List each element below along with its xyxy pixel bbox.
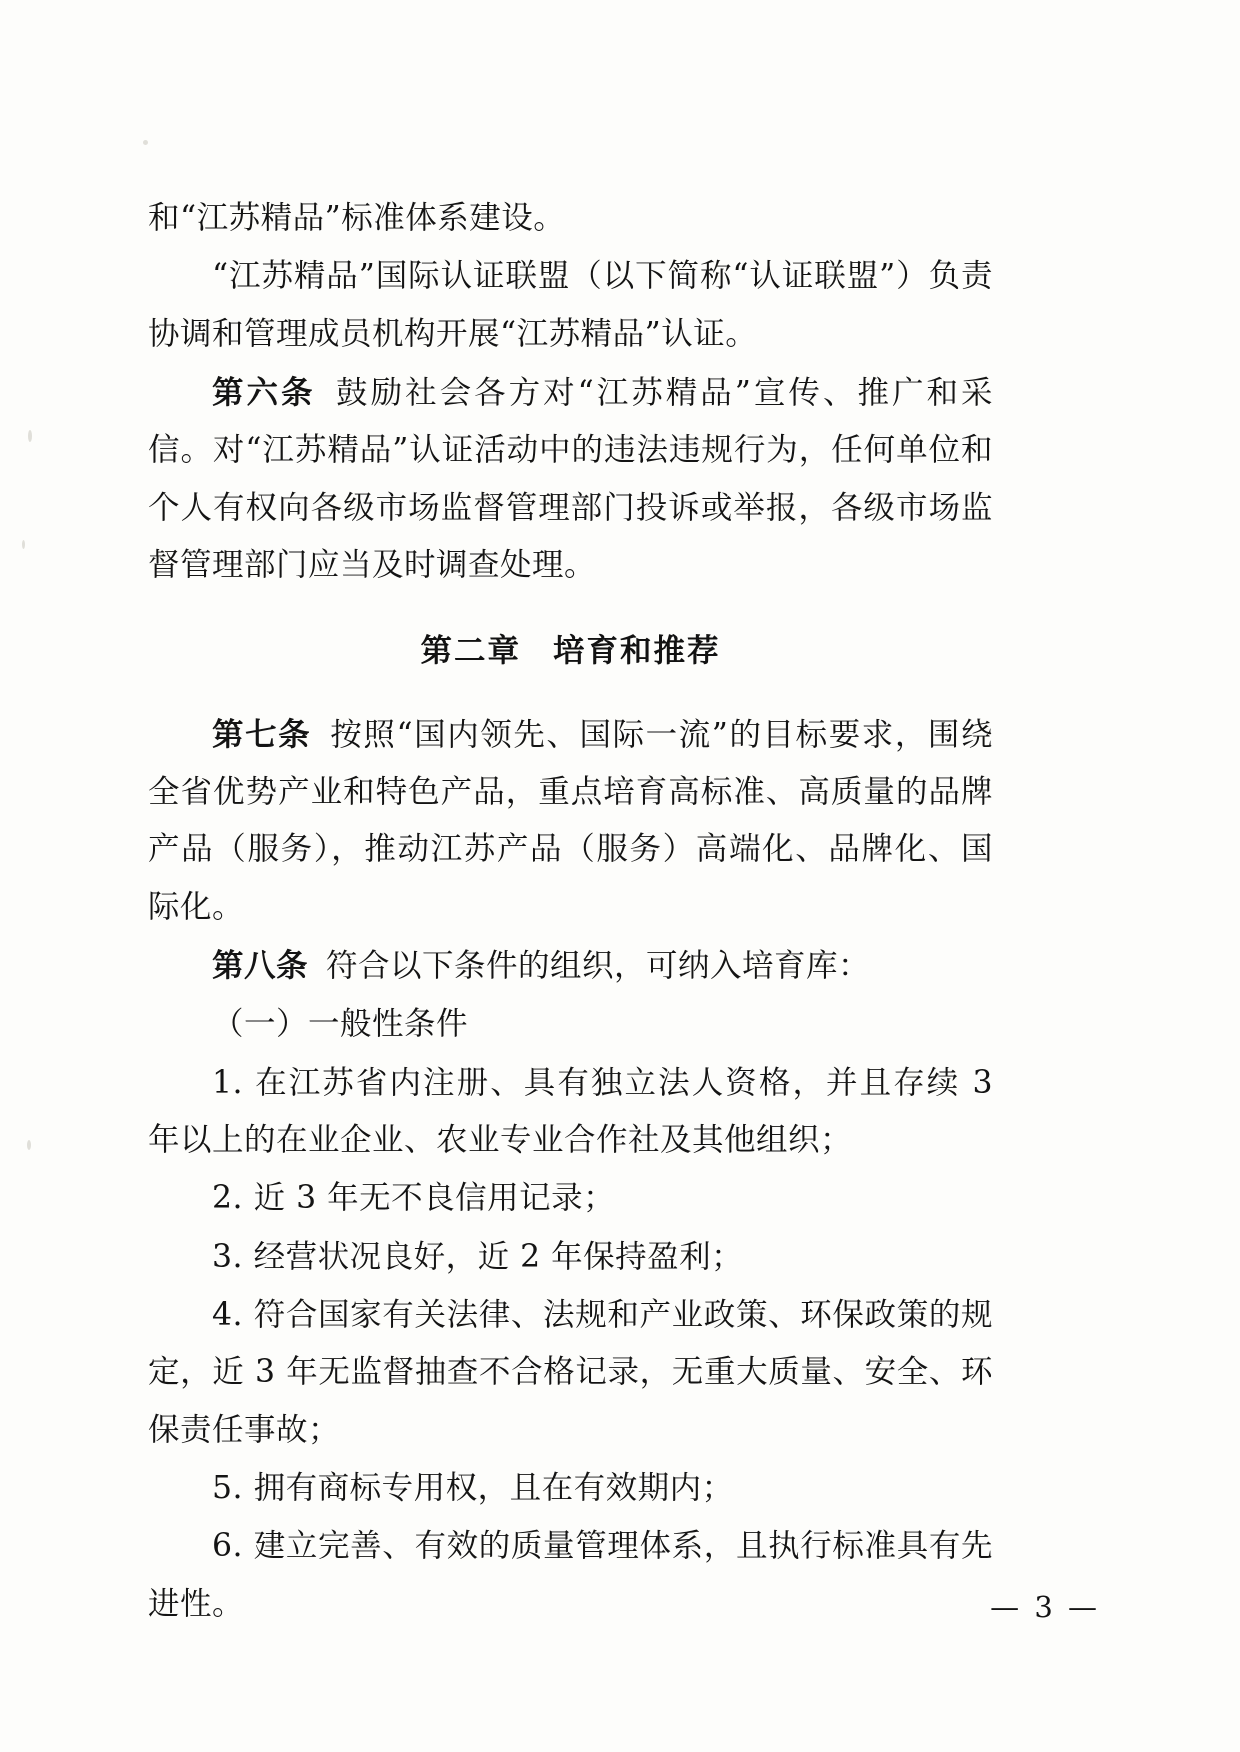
list-item — [148, 1460, 993, 1517]
chapter-number: 第二章 — [420, 632, 521, 670]
paragraph-text: 和“江苏精品”标准体系建设。 — [148, 200, 566, 236]
document-body — [148, 190, 993, 1634]
paragraph-text: 1. 在江苏省内注册、具有独立法人资格，并且存续 3 年以上的在业企业、农业专业合作社及其他组织； — [148, 1064, 993, 1158]
article-label: 第六条 — [212, 373, 316, 411]
paragraph-article-6 — [148, 364, 993, 594]
paragraph-article-7 — [148, 706, 993, 936]
paragraph-text: 2. 近 3 年无不良信用记录； — [212, 1180, 616, 1217]
paragraph — [148, 190, 993, 247]
paragraph-text: 3. 经营状况良好，近 2 年保持盈利； — [212, 1238, 744, 1275]
scan-speck — [143, 140, 148, 145]
list-item — [148, 1055, 993, 1170]
paragraph-text: 4. 符合国家有关法律、法规和产业政策、环保政策的规定，近 3 年无监督抽查不合格记录，无重大质量、安全、环保责任事故； — [148, 1296, 993, 1448]
paragraph-text: 5. 拥有商标专用权，且在有效期内； — [212, 1469, 734, 1506]
page-number: — 3 — — [990, 1590, 1100, 1624]
list-item — [148, 1170, 993, 1227]
list-item — [148, 1287, 993, 1459]
scan-speck — [22, 540, 25, 549]
paragraph-text: （一）一般性条件 — [212, 1006, 469, 1043]
paragraph-subsection-1 — [148, 996, 993, 1053]
paragraph-text: 鼓励社会各方对“江苏精品”宣传、推广和采信。对“江苏精品”认证活动中的违法违规行为，任何单位和个人有权向各级市场监督管理部门投诉或举报，各级市场监督管理部门应当及时调查处理。 — [148, 374, 993, 583]
scan-speck — [27, 1140, 31, 1150]
paragraph — [148, 248, 993, 363]
paragraph-article-8 — [148, 937, 993, 995]
paragraph-text: 6. 建立完善、有效的质量管理体系，且执行标准具有先进性。 — [148, 1528, 993, 1622]
chapter-title: 培育和推荐 — [553, 632, 721, 670]
list-item — [148, 1229, 993, 1286]
paragraph-text: 符合以下条件的组织，可纳入培育库： — [326, 947, 871, 984]
chapter-heading — [148, 622, 993, 679]
article-label: 第七条 — [212, 715, 312, 753]
paragraph-text: 按照“国内领先、国际一流”的目标要求，围绕全省优势产业和特色产品，重点培育高标准、高质量的品牌产品（服务），推动江苏产品（服务）高端化、品牌化、国际化。 — [148, 716, 993, 925]
paragraph-text: “江苏精品”国际认证联盟（以下简称“认证联盟”）负责协调和管理成员机构开展“江苏精品”认证。 — [148, 258, 993, 352]
article-label: 第八条 — [212, 946, 309, 984]
scan-speck — [28, 430, 32, 442]
